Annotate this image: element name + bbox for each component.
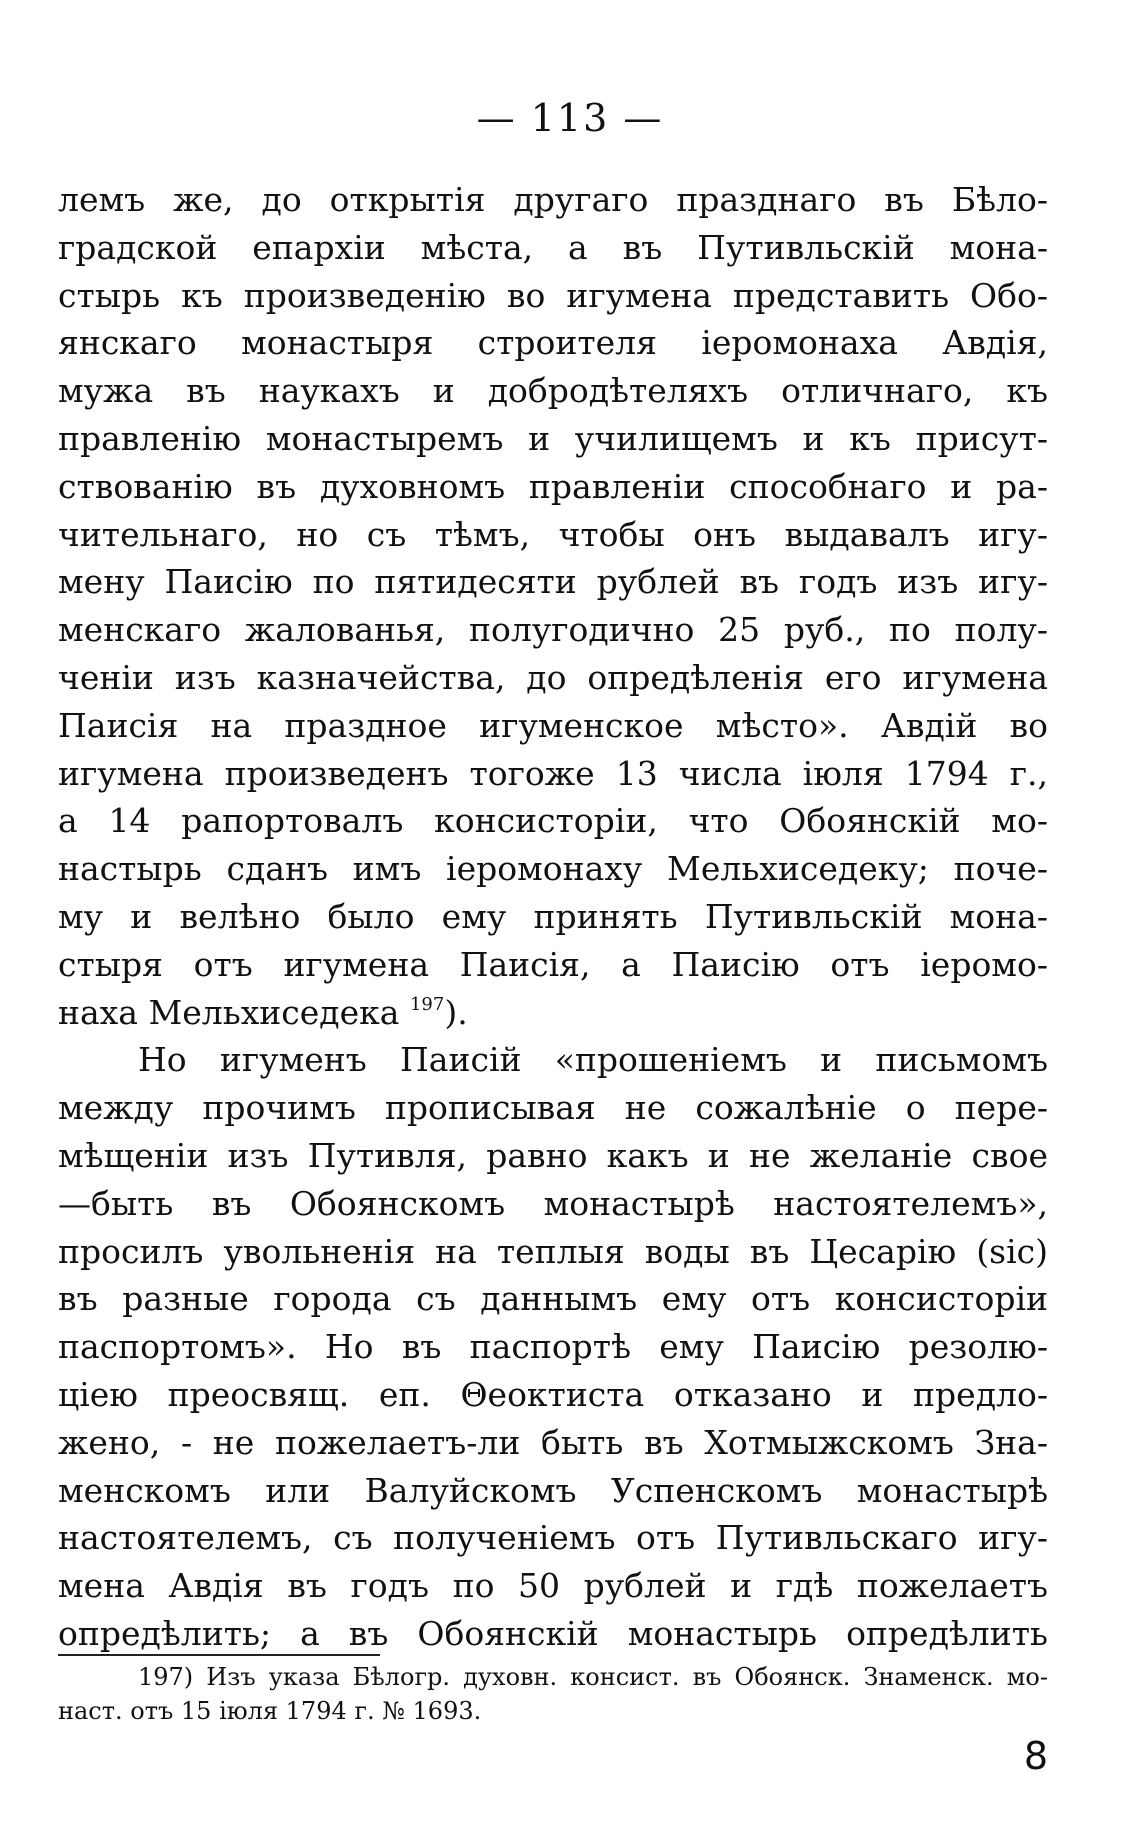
text-line: въ разные города съ даннымъ ему отъ консисторіи: [58, 1279, 1048, 1319]
footnotes: [58, 1660, 1048, 1728]
paragraph-start-line: Но игуменъ Паисій «прошеніемъ и письмомъ: [138, 1040, 1048, 1080]
text-line: стыря отъ игумена Паисія, а Паисію отъ іеромо-: [58, 944, 1048, 984]
text-line: лемъ же, до открытія другаго празднаго въ Бѣло-: [58, 180, 1048, 219]
text-line-content: наха Мельхиседека: [58, 992, 400, 1032]
footnote-line: 197) Изъ указа Бѣлогр. духовн. консист. въ Обоянск. Знаменск. мо-: [138, 1663, 1048, 1691]
paragraph-end-line: [58, 989, 1048, 1037]
main-text: [58, 176, 1048, 1658]
text-line: настырь сданъ имъ іеромонаху Мельхиседеку; поче-: [58, 849, 1048, 889]
text-line: стырь къ произведенію во игумена представить Обо-: [58, 275, 1048, 315]
text-line: правленію монастыремъ и училищемъ и къ присут-: [58, 418, 1048, 458]
text-line: мену Паисію по пятидесяти рублей въ годъ изъ игу-: [58, 562, 1048, 602]
signature-mark: 8: [1023, 1734, 1048, 1778]
text-line: просилъ увольненія на теплыя воды въ Цесарію (sic): [58, 1231, 1048, 1271]
text-line: игумена произведенъ тогоже 13 числа іюля 1794 г.,: [58, 753, 1048, 793]
text-line: мужа въ наукахъ и добродѣтеляхъ отличнаго, къ: [58, 371, 1048, 411]
text-line: настоятелемъ, съ полученіемъ отъ Путивльскаго игу-: [58, 1518, 1048, 1558]
text-line: ствованію въ духовномъ правленіи способнаго и ра-: [58, 466, 1048, 506]
text-line: менскаго жалованья, полугодично 25 руб., по полу-: [58, 610, 1048, 650]
text-line: между прочимъ прописывая не сожалѣніе о пере-: [58, 1088, 1048, 1128]
text-line: ченіи изъ казначейства, до опредѣленія его игумена: [58, 657, 1048, 697]
text-line: —быть въ Обоянскомъ монастырѣ настоятелемъ»,: [58, 1183, 1048, 1223]
footnote-reference-close: ).: [444, 992, 468, 1032]
footnote-divider: [58, 1654, 380, 1656]
text-line: чительнаго, но съ тѣмъ, чтобы онъ выдавалъ игу-: [58, 514, 1048, 554]
footnote-reference: 197: [409, 993, 445, 1015]
text-line: мена Авдія въ годъ по 50 рублей и гдѣ пожелаетъ: [58, 1566, 1048, 1606]
text-line: опредѣлить; а въ Обоянскій монастырь опредѣлить: [58, 1613, 1048, 1653]
footnote-line: наст. отъ 15 іюля 1794 г. № 1693.: [58, 1697, 482, 1725]
text-line: а 14 рапортовалъ консисторіи, что Обоянскій мо-: [58, 801, 1048, 841]
text-line: Паисія на праздное игуменское мѣсто». Авдій во: [58, 705, 1048, 745]
text-line: му и велѣно было ему принять Путивльскій мона-: [58, 896, 1048, 936]
page-number: — 113 —: [476, 96, 664, 140]
text-line: паспортомъ». Но въ паспортѣ ему Паисію резолю-: [58, 1327, 1048, 1367]
text-line: жено, - не пожелаетъ-ли быть въ Хотмыжскомъ Зна-: [58, 1422, 1048, 1462]
text-line: менскомъ или Валуйскомъ Успенскомъ монастырѣ: [58, 1470, 1048, 1510]
text-line: градской епархіи мѣста, а въ Путивльскій мона-: [58, 227, 1048, 267]
text-line: мѣщеніи изъ Путивля, равно какъ и не желаніе свое: [58, 1135, 1048, 1175]
text-line: ціею преосвящ. еп. Θеоктиста отказано и предло-: [58, 1374, 1048, 1414]
text-line: янскаго монастыря строителя іеромонаха Авдія,: [58, 323, 1048, 363]
